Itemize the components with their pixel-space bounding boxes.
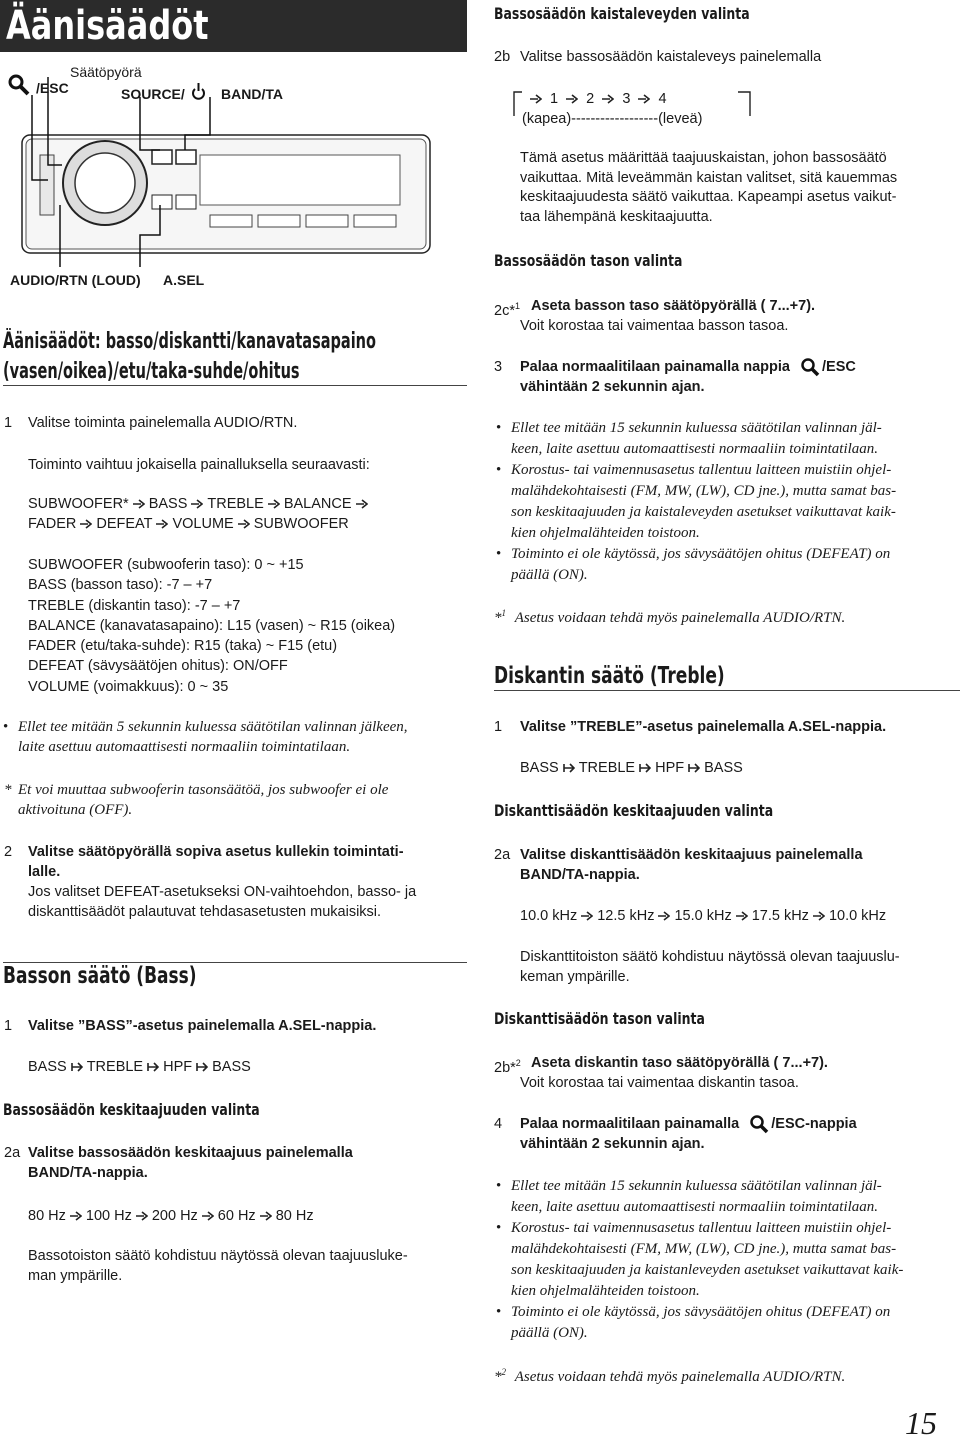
step-line: BAND/TA-nappia.	[28, 1165, 148, 1181]
label-source: SOURCE/	[121, 86, 185, 102]
desc-line: Bassotoiston säätö kohdistuu näytössä olevan taajuusluke-	[28, 1248, 408, 1264]
freq-item: 10.0 kHz	[520, 908, 578, 924]
bw-value: 4	[658, 91, 667, 107]
desc-line: taa lähempänä keskitaajuutta.	[520, 208, 713, 225]
step-number: 1	[4, 1018, 13, 1034]
note-line: malähdekohtaisesti (FM, MW, (LW), CD jne.), mutta samat bas-	[511, 1241, 897, 1257]
bass-section-title: Basson säätö (Bass)	[3, 963, 197, 989]
note-line: keen, laite asettuu automaattisesti normaaliin toimintatilaan.	[511, 441, 879, 457]
tr-notes	[511, 1176, 903, 1344]
section-title-line2: (vasen/oikea)/etu/taka-suhde/ohitus	[3, 359, 300, 384]
arrow-right-icon	[238, 519, 250, 529]
step-num: 2b*	[494, 1059, 516, 1076]
bass-cycle	[28, 1057, 251, 1077]
bass-step1-text: Valitse ”BASS”-asetus painelemalla A.SEL-nappia.	[28, 1018, 377, 1034]
range-item: DEFEAT (sävysäätöjen ohitus): ON/OFF	[28, 658, 288, 675]
freq-item: 100 Hz	[85, 1208, 132, 1224]
freq-item: 80 Hz	[275, 1208, 314, 1224]
section-divider	[3, 385, 467, 386]
step2-line: Jos valitset DEFEAT-asetukseksi ON-vaihtoehdon, basso- ja	[28, 884, 417, 900]
range-list	[28, 555, 395, 697]
arrow-right-icon	[70, 1211, 82, 1221]
seq-item: BASS	[148, 496, 188, 512]
note-asterisk-text	[18, 780, 388, 820]
search-icon	[749, 1114, 771, 1134]
cycle-item: BASS	[212, 1059, 251, 1075]
note-line: • Korostus- tai vaimennusasetus tallentuu laitteen muistiin ohjel-	[511, 1220, 892, 1236]
seq-item: DEFEAT	[96, 516, 153, 532]
desc-line: vaikuttaa. Mitä leveämmän kaistan valitset, sitä kauemmas	[520, 169, 898, 186]
footnote-ref: 2	[515, 1058, 521, 1068]
desc-line: keskitaajuudesta säätö vaikuttaa. Kapeampi asetus vaikut-	[520, 189, 897, 205]
arrow-right-icon	[202, 1211, 214, 1221]
section-divider	[494, 690, 960, 691]
arrow-right-icon	[581, 911, 593, 921]
tr-freq-sequence	[520, 906, 886, 926]
power-icon	[193, 83, 204, 99]
section-title-line1: Äänisäädöt: basso/diskantti/kanavatasapaino	[3, 329, 377, 354]
step-line: -nappia	[805, 1116, 857, 1132]
search-icon	[800, 357, 822, 377]
step2-line: Valitse säätöpyörällä sopiva asetus kullekin toimintati-	[28, 844, 404, 860]
note-line: • Ellet tee mitään 15 sekunnin kuluessa säätötilan valinnan jäl-	[511, 420, 882, 436]
bl-3-line2: vähintään 2 sekunnin ajan.	[520, 379, 705, 395]
label-asel: A.SEL	[163, 272, 205, 288]
arrow-right-icon	[658, 911, 670, 921]
bl-title: Bassosäädön tason valinta	[494, 251, 683, 270]
bw-title: Bassosäädön kaistaleveyden valinta	[494, 4, 750, 23]
bl-notes	[511, 418, 896, 586]
label-wheel: Säätöpyörä	[70, 64, 142, 80]
cycle-item: HPF	[163, 1059, 193, 1075]
page-title: Äänisäädöt	[6, 3, 209, 49]
bass-freq-title: Bassosäädön keskitaajuuden valinta	[3, 1100, 260, 1119]
arrow-both-icon	[71, 1062, 83, 1072]
footnote-ref: 1	[514, 301, 520, 311]
treble-section-title: Diskantin säätö (Treble)	[494, 663, 725, 689]
footnote-num: 1	[501, 608, 506, 618]
bw-value: 1	[550, 91, 559, 107]
arrow-right-icon	[156, 519, 168, 529]
step-number	[494, 1053, 521, 1078]
freq-item: 60 Hz	[217, 1208, 256, 1224]
seq-item: BALANCE	[283, 496, 352, 512]
note-bullet	[511, 544, 896, 586]
sequence-line-2	[28, 514, 349, 534]
bass-freq-sequence	[28, 1206, 314, 1226]
note-line: • Ellet tee mitään 5 sekunnin kuluessa säätötilan valinnan jälkeen,	[18, 719, 408, 735]
seq-item: FADER	[28, 516, 77, 532]
step-number: 4	[494, 1116, 503, 1132]
note-bullet	[511, 1302, 903, 1344]
bl-3-text	[520, 357, 856, 377]
range-item: BASS (basson taso): -7 – +7	[28, 577, 213, 594]
tr-footnote	[494, 1362, 845, 1387]
note-line: keen, laite asettuu automaattisesti normaaliin toimintatilaan.	[511, 1199, 879, 1215]
note-line: kien ohjelmalähteiden toistoon.	[511, 525, 700, 541]
range-item: SUBWOOFER (subwooferin taso): 0 ~ +15	[28, 557, 304, 573]
note-line: • Toiminto ei ole käytössä, jos sävysäätöjen ohitus (DEFEAT) on	[511, 546, 891, 562]
seq-item: SUBWOOFER*	[28, 496, 129, 512]
step2-line: diskanttisäädöt palautuvat tehdasasetusten mukaisiksi.	[28, 904, 382, 920]
tr-1-text: Valitse ”TREBLE”-asetus painelemalla A.SEL-nappia.	[520, 719, 887, 735]
seq-item: VOLUME	[172, 516, 234, 532]
tr-level-title: Diskanttisäädön tason valinta	[494, 1009, 705, 1028]
cycle-item: HPF	[655, 760, 685, 776]
step2-text	[28, 842, 416, 922]
footnote-num: 2	[501, 1367, 506, 1377]
arrow-right-icon	[602, 94, 614, 104]
step1-desc: Toiminto vaihtuu jokaisella painalluksella seuraavasti:	[28, 457, 370, 473]
note-line: Et voi muuttaa subwooferin tasonsäätöä, jos subwoofer ei ole	[18, 782, 389, 798]
arrow-right-icon	[566, 94, 578, 104]
range-item: VOLUME (voimakkuus): 0 ~ 35	[28, 678, 229, 695]
step-number: 2b	[494, 49, 511, 65]
footnote-mark: *	[494, 610, 502, 626]
step-number: 1	[4, 415, 13, 431]
step-num: 2c*	[494, 302, 515, 319]
note-bullet	[18, 717, 408, 757]
step-line: Valitse bassosäädön keskitaajuus painelemalla	[28, 1145, 353, 1161]
note-bullet	[511, 1176, 903, 1218]
bl-2c-text	[531, 296, 815, 316]
freq-item: 15.0 kHz	[674, 908, 732, 924]
note-bullet	[511, 1218, 903, 1302]
cycle-item: TREBLE	[86, 1059, 144, 1075]
bw-values	[526, 89, 667, 109]
freq-item: 12.5 kHz	[597, 908, 655, 924]
arrow-both-icon	[688, 763, 700, 773]
label-esc: /ESC	[36, 80, 69, 96]
arrow-right-icon	[136, 1211, 148, 1221]
bass-freq-desc	[28, 1246, 408, 1286]
arrow-right-icon	[80, 519, 92, 529]
bl-footnote	[494, 603, 845, 628]
desc-line: keman ympärille.	[520, 969, 630, 985]
step1-text: Valitse toiminta painelemalla AUDIO/RTN.	[28, 415, 298, 431]
desc-line: man ympärille.	[28, 1268, 123, 1284]
note-line: laite asettuu automaattisesti normaaliin toimintatilaan.	[18, 739, 351, 755]
step-line: Valitse diskanttisäädön keskitaajuus painelemalla	[520, 847, 863, 863]
step2-line: lalle.	[28, 864, 61, 880]
bl-2c-line2: Voit korostaa tai vaimentaa basson tasoa.	[520, 318, 789, 334]
sequence-line-1	[28, 494, 372, 514]
arrow-right-icon	[260, 1211, 272, 1221]
range-item: BALANCE (kanavatasapaino): L15 (vasen) ~ R15 (oikea)	[28, 617, 396, 634]
footnote-text: Asetus voidaan tehdä myös painelemalla AUDIO/RTN.	[514, 610, 846, 626]
arrow-right-icon	[191, 499, 203, 509]
esc-label: /ESC	[822, 359, 856, 375]
esc-label: /ESC	[771, 1116, 806, 1132]
note-line: malähdekohtaisesti (FM, MW, (LW), CD jne.), mutta samat bas-	[511, 483, 897, 499]
footnote-mark: *	[494, 1369, 502, 1385]
bw-range: (kapea)------------------(leveä)	[522, 111, 703, 127]
freq-item: 17.5 kHz	[751, 908, 809, 924]
tr-cycle	[520, 758, 743, 778]
bw-value: 2	[586, 91, 595, 107]
arrow-both-icon	[639, 763, 651, 773]
label-audio: AUDIO/RTN (LOUD)	[10, 272, 141, 288]
freq-item: 10.0 kHz	[828, 908, 887, 924]
step-number: 2a	[4, 1145, 21, 1161]
freq-item: 200 Hz	[151, 1208, 198, 1224]
note-star: *	[4, 782, 12, 798]
note-line: päällä (ON).	[511, 567, 588, 583]
step-line: BAND/TA-nappia.	[520, 867, 640, 883]
step-number	[494, 296, 520, 321]
seq-item: SUBWOOFER	[253, 516, 349, 532]
arrow-right-icon	[268, 499, 280, 509]
note-line: kien ohjelmalähteiden toistoon.	[511, 1283, 700, 1299]
arrow-both-icon	[147, 1062, 159, 1072]
note-line: • Ellet tee mitään 15 sekunnin kuluessa säätötilan valinnan jäl-	[511, 1178, 882, 1194]
note-bullet	[511, 418, 896, 460]
bw-desc	[520, 149, 897, 227]
tr-4-line2: vähintään 2 sekunnin ajan.	[520, 1136, 705, 1152]
cycle-item: BASS	[704, 760, 743, 776]
arrow-right-icon	[638, 94, 650, 104]
bw-2b-text: Valitse bassosäädön kaistaleveys painelemalla	[520, 49, 822, 65]
desc-line: Tämä asetus määrittää taajuuskaistan, johon bassosäätö	[520, 150, 887, 166]
arrow-right-icon	[530, 94, 542, 104]
arrow-right-icon	[736, 911, 748, 921]
label-band: BAND/TA	[221, 86, 283, 102]
cycle-item: TREBLE	[578, 760, 636, 776]
desc-line: Diskanttitoiston säätö kohdistuu näytössä olevan taajuuslu-	[520, 949, 900, 965]
cycle-item: BASS	[28, 1059, 67, 1075]
step-number: 2a	[494, 847, 511, 863]
step-number: 1	[494, 719, 503, 735]
freq-item: 80 Hz	[28, 1208, 66, 1224]
section-divider	[3, 962, 467, 963]
step-line: Palaa normaalitilaan painamalla nappia	[520, 359, 790, 375]
tr-2b-line2: Voit korostaa tai vaimentaa diskantin tasoa.	[520, 1075, 799, 1091]
seq-item: TREBLE	[207, 496, 264, 512]
cycle-item: BASS	[520, 760, 559, 776]
tr-freq-desc	[520, 947, 900, 987]
footnote-text: Asetus voidaan tehdä myös painelemalla AUDIO/RTN.	[514, 1369, 846, 1385]
note-line: son keskitaajuuden ja kaistanleveyden asetukset vaikuttavat kaik-	[511, 1262, 904, 1278]
step-number: 3	[494, 359, 503, 375]
bass-2a-text	[28, 1143, 353, 1183]
step-number: 2	[4, 844, 13, 860]
range-item: TREBLE (diskantin taso): -7 – +7	[28, 597, 241, 614]
tr-freq-title: Diskanttisäädön keskitaajuuden valinta	[494, 801, 774, 820]
note-line: päällä (ON).	[511, 1325, 588, 1341]
tr-2b-text: Aseta diskantin taso säätöpyörällä ( 7...+7).	[531, 1055, 828, 1071]
step-line: Palaa normaalitilaan painamalla	[520, 1116, 740, 1132]
note-bullet	[511, 460, 896, 544]
arrow-both-icon	[563, 763, 575, 773]
search-icon	[10, 76, 28, 94]
note-line: son keskitaajuuden ja kaistaleveyden asetukset vaikuttavat kaik-	[511, 504, 896, 520]
step-line: Aseta basson taso säätöpyörällä ( 7...+7).	[531, 298, 816, 314]
page-number: 15	[905, 1405, 937, 1441]
note-line: • Toiminto ei ole käytössä, jos sävysäätöjen ohitus (DEFEAT) on	[511, 1304, 891, 1320]
arrow-right-icon	[813, 911, 825, 921]
arrow-right-icon	[356, 499, 368, 509]
arrow-both-icon	[196, 1062, 208, 1072]
bw-value: 3	[622, 91, 631, 107]
range-item: FADER (etu/taka-suhde): R15 (taka) ~ F15 (etu)	[28, 638, 338, 655]
note-line: aktivoituna (OFF).	[18, 802, 133, 818]
arrow-right-icon	[133, 499, 145, 509]
tr-2a-text	[520, 845, 863, 885]
tr-4-text	[520, 1114, 857, 1134]
note-line: • Korostus- tai vaimennusasetus tallentuu laitteen muistiin ohjel-	[511, 462, 892, 478]
